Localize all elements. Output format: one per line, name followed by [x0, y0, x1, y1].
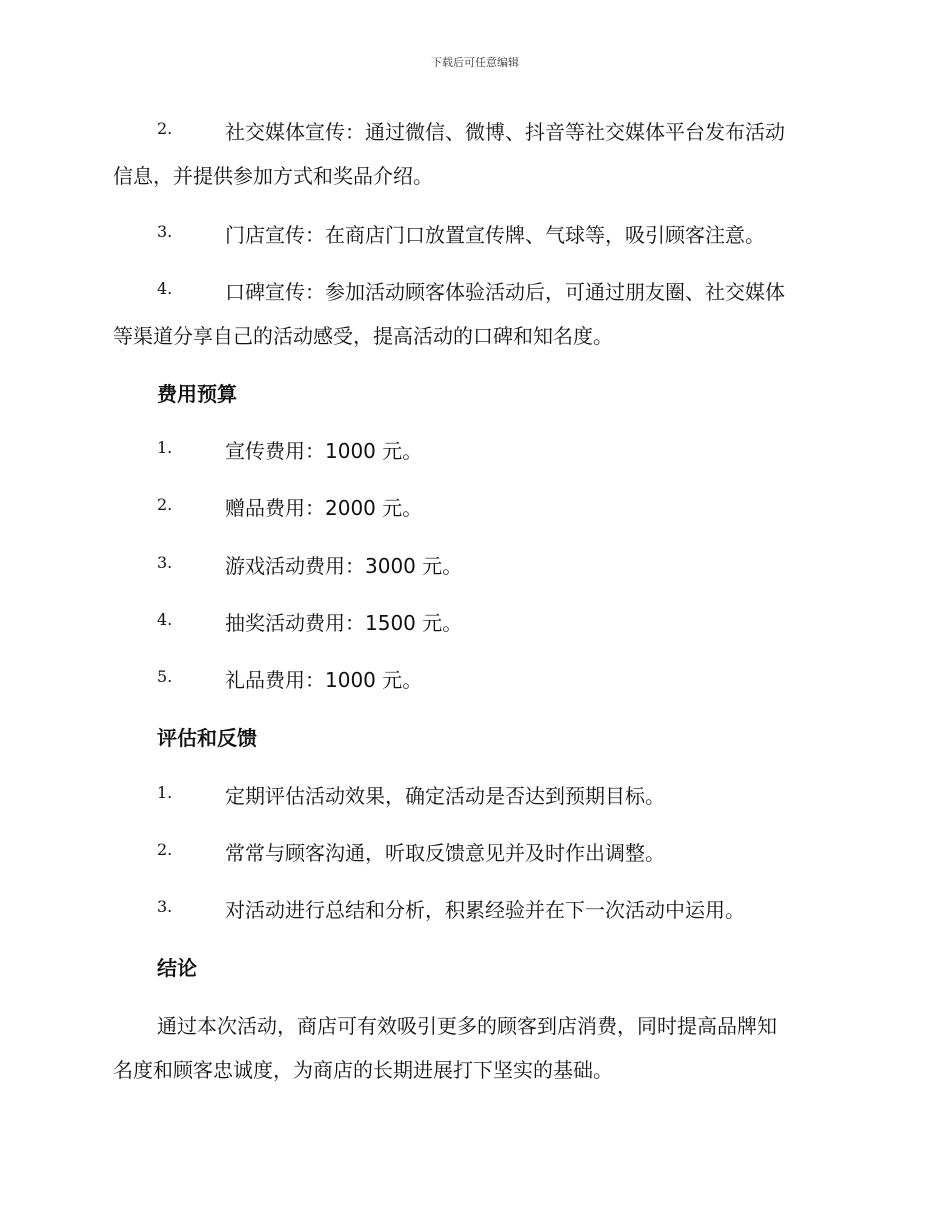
list-number: 4. — [157, 610, 173, 629]
list-text: 对活动进行总结和分析，积累经验并在下一次活动中运用。 — [225, 898, 745, 922]
section-heading-conclusion: 结论 — [157, 956, 197, 980]
paragraph-text: 通过本次活动，商店可有效吸引更多的顾客到店消费，同时提高品牌知 — [157, 1014, 777, 1038]
list-text: 定期评估活动效果，确定活动是否达到预期目标。 — [225, 784, 665, 808]
list-number: 5. — [157, 667, 173, 686]
list-text: 门店宣传：在商店门口放置宣传牌、气球等，吸引顾客注意。 — [225, 223, 765, 247]
list-number: 3. — [157, 222, 173, 241]
list-text: 宣传费用：1000 元。 — [225, 439, 423, 463]
section-heading-budget: 费用预算 — [157, 382, 237, 406]
list-text: 礼品费用：1000 元。 — [225, 668, 423, 692]
list-number: 2. — [157, 840, 173, 859]
list-text: 抽奖活动费用：1500 元。 — [225, 611, 463, 635]
list-text: 常常与顾客沟通，听取反馈意见并及时作出调整。 — [225, 841, 665, 865]
list-text: 等渠道分享自己的活动感受，提高活动的口碑和知名度。 — [113, 324, 613, 348]
list-text: 社交媒体宣传：通过微信、微博、抖音等社交媒体平台发布活动 — [225, 120, 785, 144]
section-heading-evaluation: 评估和反馈 — [157, 726, 257, 750]
list-number: 2. — [157, 495, 173, 514]
page-header: 下载后可任意编辑 — [431, 56, 519, 69]
list-number: 3. — [157, 553, 173, 572]
list-number: 2. — [157, 119, 173, 138]
list-number: 1. — [157, 783, 173, 802]
list-text: 赠品费用：2000 元。 — [225, 496, 423, 520]
list-text: 游戏活动费用：3000 元。 — [225, 554, 463, 578]
list-number: 1. — [157, 438, 173, 457]
list-text: 信息，并提供参加方式和奖品介绍。 — [113, 164, 433, 188]
paragraph-text: 名度和顾客忠诚度，为商店的长期进展打下坚实的基础。 — [113, 1058, 613, 1082]
list-text: 口碑宣传：参加活动顾客体验活动后，可通过朋友圈、社交媒体 — [225, 280, 785, 304]
list-number: 3. — [157, 897, 173, 916]
list-number: 4. — [157, 279, 173, 298]
